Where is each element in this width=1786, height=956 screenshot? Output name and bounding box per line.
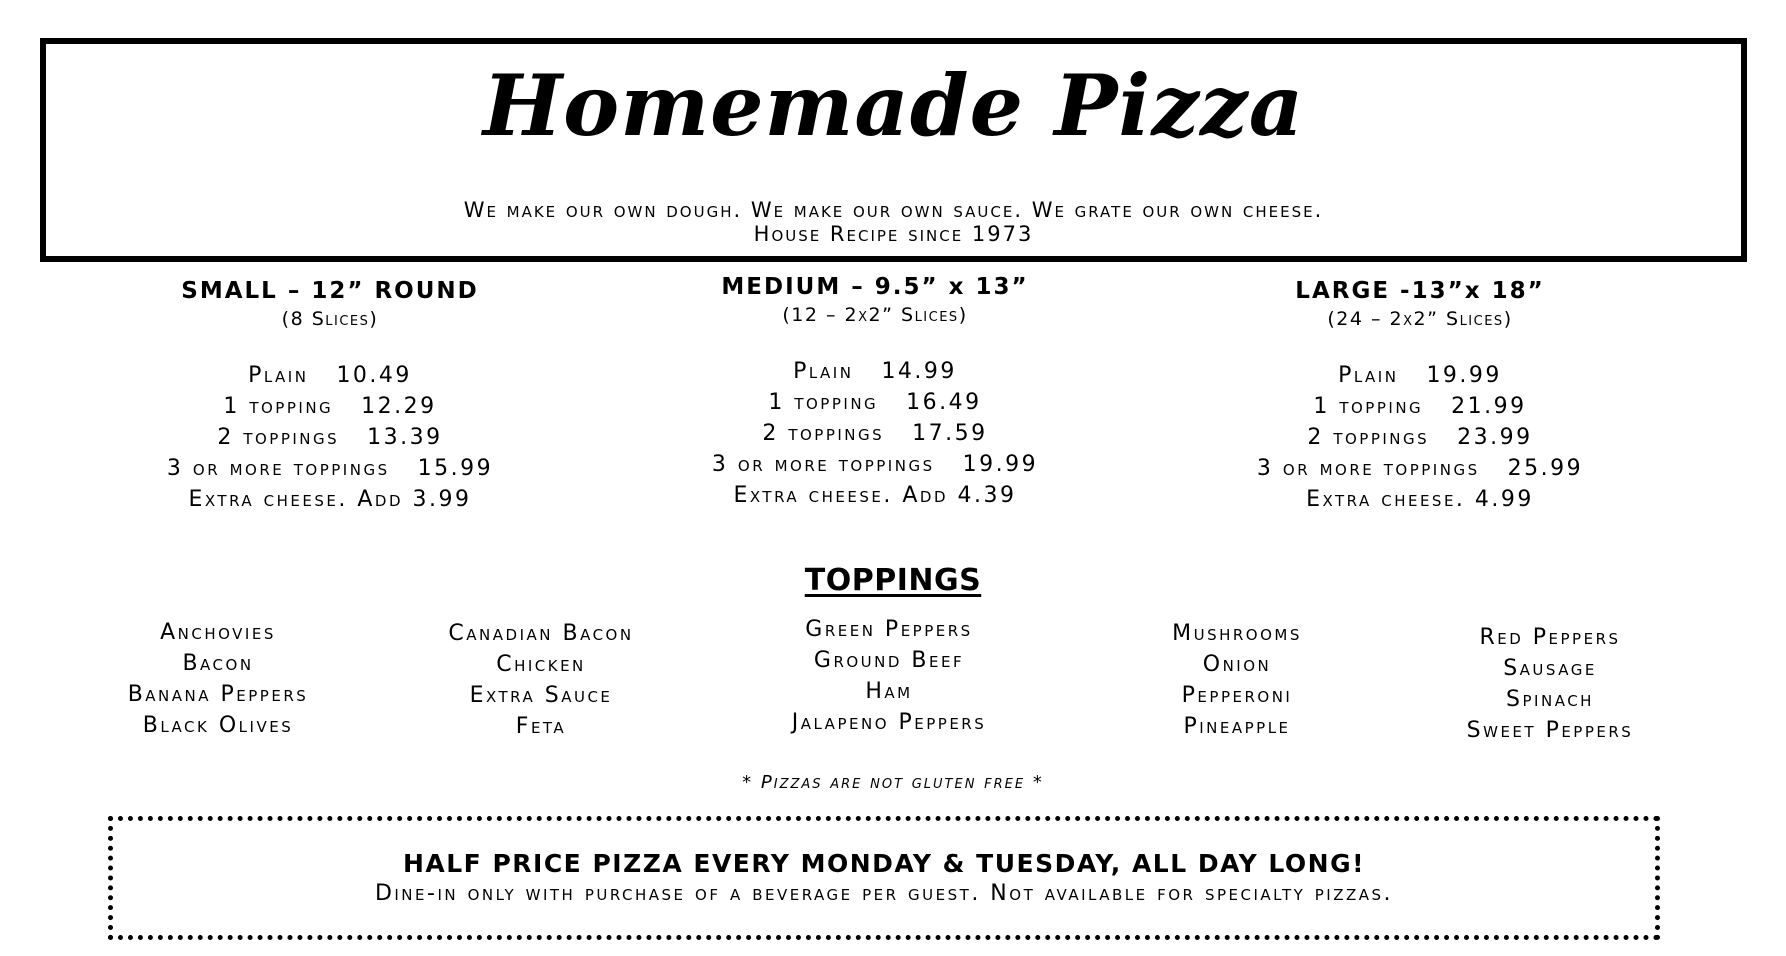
promo-box <box>108 816 1660 940</box>
size-column-small <box>70 276 590 515</box>
price-line <box>70 391 590 422</box>
price-value: 19.99 <box>1426 363 1502 388</box>
price-label: 1 topping <box>1313 394 1424 419</box>
price-value: 10.49 <box>336 363 412 388</box>
topping-item: Sweet Peppers <box>1466 718 1634 743</box>
price-value: 12.29 <box>361 394 437 419</box>
tagline-line-1: We make our own dough. We make our own sauce. We grate our own cheese. <box>463 198 1324 222</box>
tagline-line-2: House Recipe since 1973 <box>753 222 1034 246</box>
topping-item: Feta <box>515 714 567 739</box>
topping-item: Canadian Bacon <box>448 621 634 646</box>
price-value: 16.49 <box>906 390 982 415</box>
price-list <box>615 356 1135 511</box>
price-label: 3 or more toppings <box>1256 456 1480 481</box>
size-slices: (24 – 2x2” Slices) <box>1327 308 1513 330</box>
price-value: 15.99 <box>417 456 494 481</box>
price-label: 3 or more toppings <box>711 452 935 477</box>
price-label: 1 topping <box>223 394 334 419</box>
price-line <box>615 356 1135 387</box>
price-list <box>70 360 590 515</box>
price-line <box>1160 360 1680 391</box>
topping-item: Onion <box>1202 652 1272 677</box>
menu-title: Homemade Pizza <box>482 56 1305 155</box>
price-label: Plain <box>248 363 309 388</box>
price-line <box>1160 391 1680 422</box>
topping-item: Ham <box>865 679 913 704</box>
size-title: LARGE -13”x 18” <box>1295 278 1545 304</box>
extra-cheese-line: Extra cheese. Add 3.99 <box>188 487 472 512</box>
size-column-large <box>1160 276 1680 515</box>
toppings-heading: TOPPINGS <box>804 563 982 598</box>
topping-item: Sausage <box>1503 656 1597 681</box>
topping-item: Banana Peppers <box>127 682 309 707</box>
size-column-medium <box>615 272 1135 511</box>
topping-item: Chicken <box>496 652 586 677</box>
price-line <box>615 418 1135 449</box>
toppings-column <box>381 618 701 742</box>
price-value: 13.39 <box>367 425 443 450</box>
price-line <box>70 453 590 484</box>
toppings-column <box>58 617 378 741</box>
price-line <box>1160 422 1680 453</box>
price-value: 23.99 <box>1457 425 1533 450</box>
toppings-column <box>1077 618 1397 742</box>
size-slices: (12 – 2x2” Slices) <box>782 304 968 326</box>
price-line <box>70 422 590 453</box>
topping-item: Bacon <box>182 651 254 676</box>
price-line <box>70 360 590 391</box>
price-label: 2 toppings <box>1307 425 1430 450</box>
price-value: 14.99 <box>881 359 957 384</box>
price-label: Plain <box>1338 363 1399 388</box>
price-line <box>1160 453 1680 484</box>
tagline <box>46 198 1741 246</box>
price-label: 1 topping <box>768 390 879 415</box>
topping-item: Red Peppers <box>1479 625 1621 650</box>
topping-item: Anchovies <box>160 620 276 645</box>
topping-item: Spinach <box>1506 687 1594 712</box>
topping-item: Extra Sauce <box>469 683 613 708</box>
price-value: 17.59 <box>912 421 988 446</box>
promo-title: HALF PRICE PIZZA EVERY MONDAY & TUESDAY, ALL DAY LONG! <box>402 849 1366 878</box>
price-value: 19.99 <box>962 452 1039 477</box>
price-line <box>615 387 1135 418</box>
size-title: SMALL – 12” ROUND <box>181 278 479 304</box>
topping-item: Black Olives <box>142 713 294 738</box>
topping-item: Ground Beef <box>813 648 965 673</box>
extra-cheese-line: Extra cheese. Add 4.39 <box>733 483 1017 508</box>
price-value: 25.99 <box>1507 456 1584 481</box>
toppings-column <box>729 614 1049 738</box>
extra-cheese-line: Extra cheese. 4.99 <box>1306 487 1534 512</box>
price-label: 2 toppings <box>217 425 340 450</box>
topping-item: Pepperoni <box>1181 683 1293 708</box>
size-slices: (8 Slices) <box>281 308 379 330</box>
promo-subtitle: Dine-in only with purchase of a beverage per guest. Not available for specialty pizzas. <box>374 881 1394 906</box>
topping-item: Green Peppers <box>805 617 973 642</box>
toppings-column <box>1390 622 1710 746</box>
topping-item: Mushrooms <box>1172 621 1302 646</box>
price-label: 2 toppings <box>762 421 885 446</box>
price-list <box>1160 360 1680 515</box>
size-title: MEDIUM – 9.5” x 13” <box>721 274 1029 300</box>
header-box <box>40 38 1747 262</box>
price-label: 3 or more toppings <box>166 456 390 481</box>
price-value: 21.99 <box>1451 394 1527 419</box>
topping-item: Pineapple <box>1183 714 1291 739</box>
price-line <box>615 449 1135 480</box>
topping-item: Jalapeno Peppers <box>791 710 987 735</box>
price-label: Plain <box>793 359 854 384</box>
gluten-free-note: * Pizzas are not gluten free * <box>742 772 1044 793</box>
